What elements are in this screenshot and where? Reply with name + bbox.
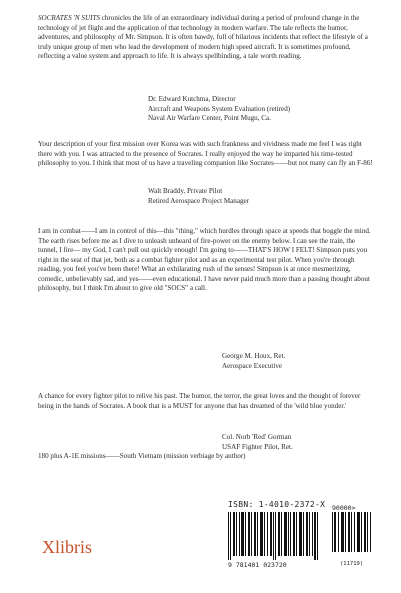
price-code: 90000> [332,504,356,512]
isbn-barcode [228,500,378,575]
book-title: SOCRATES 'N SUITS [38,14,100,22]
isbn-label: ISBN: 1-4010-2372-X [228,500,326,509]
barcode-bars-addon [332,512,372,552]
review-paragraph-3 [38,227,374,294]
attribution-2 [148,187,249,206]
attribution-3-name: George M. Houx, Ret. [222,352,286,360]
barcode-small-code: (11719) [340,561,364,567]
review-paragraph-4 [38,392,374,411]
attribution-2-role: Retired Aerospace Project Manager [148,196,250,205]
attribution-4-role: USAF Fighter Pilot, Ret. [222,442,293,451]
attribution-3-role: Aerospace Executive [222,361,283,370]
review-text-2: Your description of your first mission over Korea was with such frankness and vividness made me feel I was right there with you. I was attracted to the presence of Socrates. I really enjoyed the way he imparted his time-tested philosophy to you. I think that most of us have a traveling companion like Socrates——but not many can fly an F-86! [38,140,373,167]
attribution-2-name: Walt Braddy, Private Pilot [148,187,223,195]
attribution-1-role: Aircraft and Weapons System Evaluation (retired) [148,104,291,113]
review-paragraph-1 [38,14,374,62]
attribution-1-org: Naval Air Warfare Center, Point Mugu, Ca. [148,114,271,122]
mission-footnote [38,452,246,462]
review-text-3: I am in combat——I am in control of this—this "thing," which hurdles through space at speeds that boggle the mind. The earth rises before me as I dive to unleash unheard of fire-power on the enemy below. I can see the train, the tunnel, I fire— my God, I can't pull out quickly enough! I'm going to——THAT'S HOW I FELT! Simpson puts you right in the seat of that jet, both as a combat fighter pilot and as an experimental test pilot. When you're through reading, you feel you've been there! What an exhilarating rush of the senses! Simpson is at once mesmerizing, comedic, unbelievably sad, and yes——even educational. I have never paid much more than a passing thought about philosophy, but I think I'm about to give old "SOCS" a call. [38,227,371,292]
review-paragraph-2 [38,140,374,169]
attribution-1 [148,95,290,124]
review-text-1: chronicles the life of an extraordinary individual during a period of profound change in the technology of jet flight and the application of that technology in modern warfare. The tale reflects the humor, adventures, and philosophy of Mr. Simpson. It is often bawdy, full of hilarious incidents that reflect the lifestyle of a truly unique group of men who lead the development of modern high speed aircraft. It is sometimes profound, reflecting a value system and approach to life. It is always spellbinding, a tale worth reading. [38,14,368,60]
barcode-bars-main [228,512,320,560]
attribution-4 [222,433,293,452]
attribution-1-name: Dr. Edward Kutchma, Director [148,95,236,103]
attribution-4-name: Col. Norb 'Red' Gorman [222,433,292,441]
publisher-logo: Xlibris [42,537,93,557]
review-text-4: A chance for every fighter pilot to relive his past. The humor, the terror, the great loves and the thought of forever being in the hands of Socrates. A book that is a MUST for anyone that has dreamed of the 'wild blue yonder.' [38,392,361,410]
mission-footnote-text: 180 plus A-1E missions——South Vietnam (mission verbiage by author) [38,452,246,460]
barcode-digits: 9 781401 023720 [228,561,287,569]
attribution-3 [222,352,285,371]
